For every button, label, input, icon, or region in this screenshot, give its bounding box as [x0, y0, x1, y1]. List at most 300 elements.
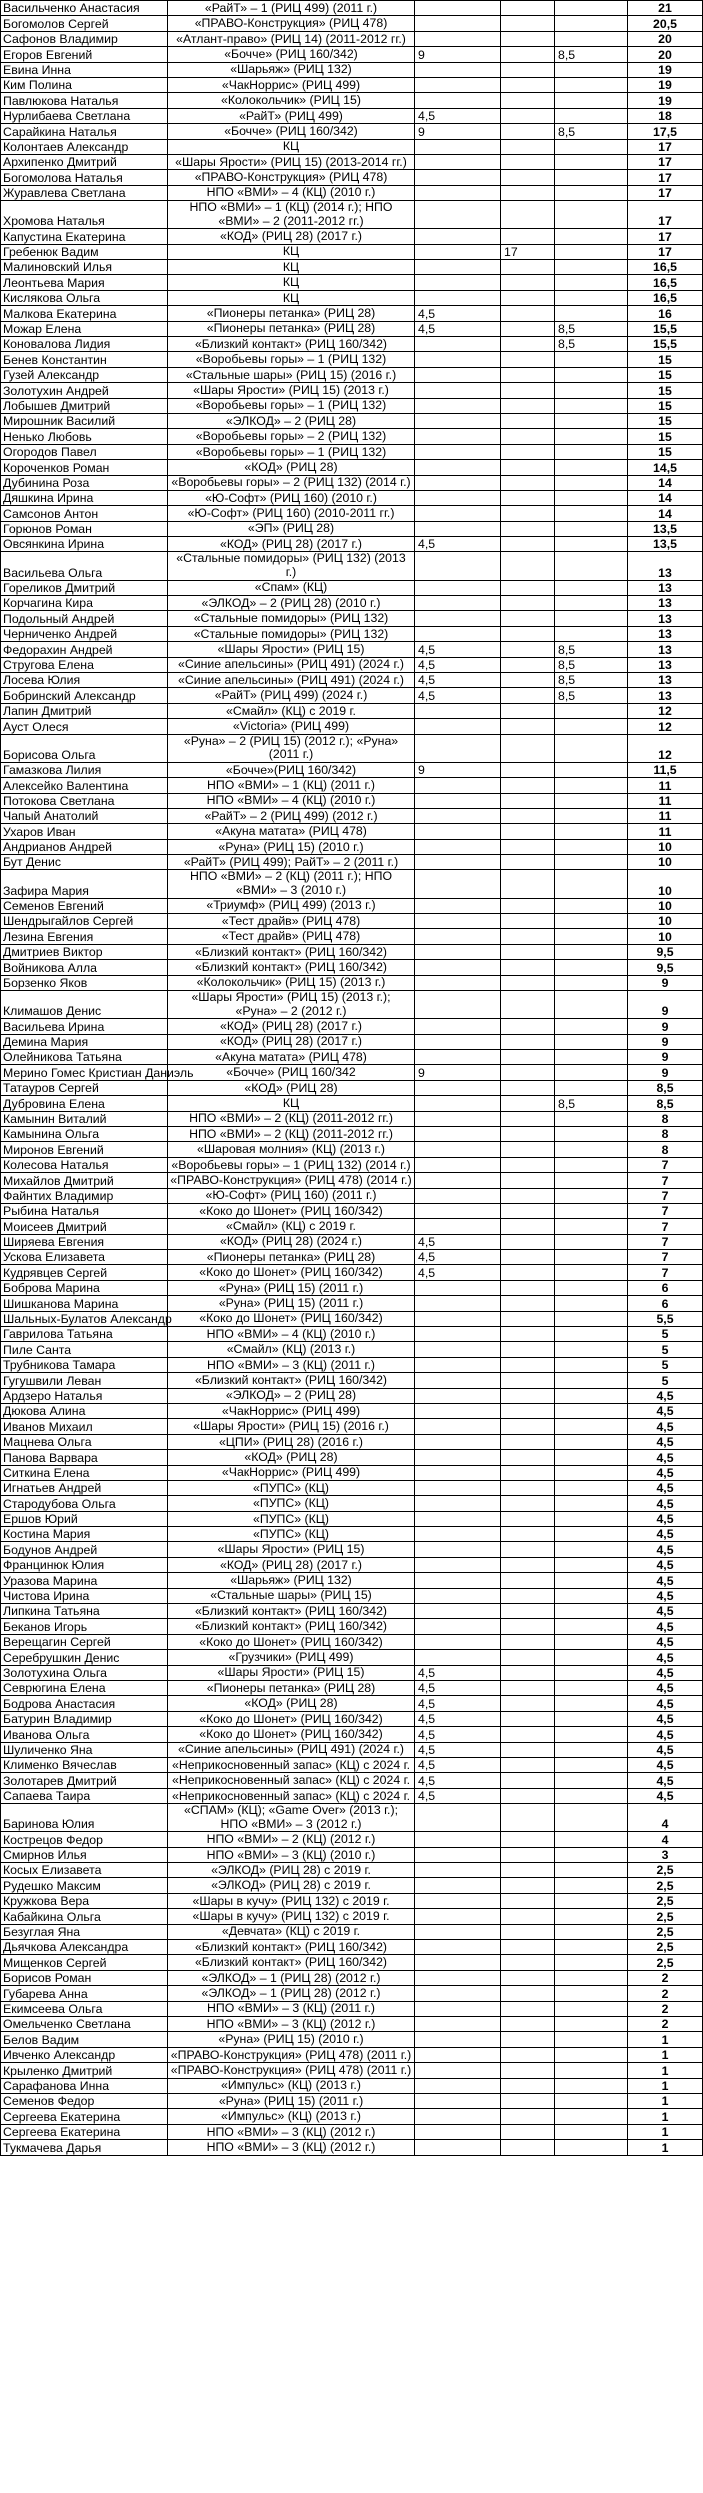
- score-cell-2: [501, 1311, 555, 1326]
- score-cell-1: [415, 1465, 501, 1480]
- score-cell-3: [555, 734, 628, 762]
- team-cell: «ПУПС» (КЦ): [168, 1496, 415, 1511]
- player-name-cell: Кружкова Вера: [1, 1893, 168, 1908]
- score-cell-3: [555, 275, 628, 290]
- team-cell: «Коко до Шонет» (РИЦ 160/342): [168, 1311, 415, 1326]
- total-score-cell: 17: [628, 139, 703, 154]
- score-cell-1: [415, 1588, 501, 1603]
- table-row: [1, 1773, 703, 1788]
- table-row: [1, 1727, 703, 1742]
- score-cell-1: [415, 898, 501, 913]
- score-cell-3: [555, 1311, 628, 1326]
- score-cell-3: [555, 62, 628, 77]
- total-score-cell: 4,5: [628, 1619, 703, 1634]
- score-cell-3: [555, 2032, 628, 2047]
- team-cell: «Ю-Софт» (РИЦ 160) (2011 г.): [168, 1188, 415, 1203]
- team-cell: «КОД» (РИЦ 28): [168, 1696, 415, 1711]
- score-cell-3: [555, 306, 628, 321]
- team-cell: «ПРАВО-Конструкция» (РИЦ 478) (2011 г.): [168, 2047, 415, 2062]
- total-score-cell: 1: [628, 2063, 703, 2078]
- score-cell-3: [555, 611, 628, 626]
- player-name-cell: Кудрявцев Сергей: [1, 1265, 168, 1280]
- score-cell-2: [501, 1496, 555, 1511]
- score-cell-1: [415, 1049, 501, 1064]
- total-score-cell: 1: [628, 2140, 703, 2155]
- team-cell: «Стальные помидоры» (РИЦ 132): [168, 626, 415, 641]
- total-score-cell: 11: [628, 793, 703, 808]
- player-name-cell: Коновалова Лидия: [1, 337, 168, 352]
- team-cell: «Бочче» (РИЦ 160/342: [168, 1065, 415, 1080]
- score-cell-2: [501, 337, 555, 352]
- score-cell-3: [555, 1280, 628, 1295]
- player-name-cell: Дубинина Роза: [1, 475, 168, 490]
- total-score-cell: 17,5: [628, 124, 703, 139]
- team-cell: «ЭЛКОД» – 1 (РИЦ 28) (2012 г.): [168, 1970, 415, 1985]
- total-score-cell: 4,5: [628, 1419, 703, 1434]
- player-name-cell: Шальных-Булатов Александр: [1, 1311, 168, 1326]
- score-cell-3: [555, 170, 628, 185]
- total-score-cell: 2: [628, 2017, 703, 2032]
- score-cell-3: [555, 1480, 628, 1495]
- score-cell-1: [415, 185, 501, 200]
- score-cell-2: [501, 2140, 555, 2155]
- table-row: [1, 703, 703, 718]
- team-cell: «Колокольчик» (РИЦ 15) (2013 г.): [168, 975, 415, 990]
- total-score-cell: 4,5: [628, 1388, 703, 1403]
- player-name-cell: Шендрыгайлов Сергей: [1, 914, 168, 929]
- score-cell-3: [555, 1665, 628, 1680]
- score-cell-2: [501, 855, 555, 870]
- team-cell: «Синие апельсины» (РИЦ 491) (2024 г.): [168, 1742, 415, 1757]
- score-cell-2: [501, 1465, 555, 1480]
- score-cell-1: [415, 521, 501, 536]
- score-cell-1: [415, 1619, 501, 1634]
- player-name-cell: Ким Полина: [1, 77, 168, 92]
- total-score-cell: 4,5: [628, 1681, 703, 1696]
- player-name-cell: Ускова Елизавета: [1, 1250, 168, 1265]
- total-score-cell: 16,5: [628, 260, 703, 275]
- team-cell: «Спам» (КЦ): [168, 580, 415, 595]
- score-cell-3: [555, 703, 628, 718]
- table-row: [1, 1711, 703, 1726]
- total-score-cell: 20: [628, 47, 703, 62]
- player-name-cell: Лобышев Дмитрий: [1, 398, 168, 413]
- total-score-cell: 11: [628, 824, 703, 839]
- team-cell: «Ю-Софт» (РИЦ 160) (2010 г.): [168, 490, 415, 505]
- score-cell-1: 4,5: [415, 1665, 501, 1680]
- table-row: [1, 1588, 703, 1603]
- table-row: [1, 1832, 703, 1847]
- total-score-cell: 4: [628, 1804, 703, 1832]
- team-cell: «ЭЛКОД» – 2 (РИЦ 28): [168, 1388, 415, 1403]
- table-row: [1, 1019, 703, 1034]
- total-score-cell: 6: [628, 1280, 703, 1295]
- score-cell-3: [555, 1327, 628, 1342]
- table-row: [1, 460, 703, 475]
- score-cell-3: [555, 1034, 628, 1049]
- player-name-cell: Лезина Евгения: [1, 929, 168, 944]
- score-cell-2: [501, 2047, 555, 2062]
- table-row: [1, 77, 703, 92]
- team-cell: «КОД» (РИЦ 28): [168, 1450, 415, 1465]
- score-cell-1: [415, 2017, 501, 2032]
- score-cell-2: [501, 352, 555, 367]
- total-score-cell: 4,5: [628, 1634, 703, 1649]
- score-cell-2: [501, 1696, 555, 1711]
- score-cell-3: [555, 1773, 628, 1788]
- player-name-cell: Дьячкова Александра: [1, 1940, 168, 1955]
- score-cell-3: [555, 244, 628, 259]
- score-cell-3: 8,5: [555, 1096, 628, 1111]
- score-cell-3: [555, 1342, 628, 1357]
- score-cell-1: 4,5: [415, 1711, 501, 1726]
- score-cell-2: [501, 1265, 555, 1280]
- table-row: [1, 290, 703, 305]
- score-cell-1: [415, 2109, 501, 2124]
- score-cell-3: [555, 1696, 628, 1711]
- total-score-cell: 4,5: [628, 1480, 703, 1495]
- table-row: [1, 229, 703, 244]
- team-cell: НПО «ВМИ» – 3 (КЦ) (2011 г.): [168, 1357, 415, 1372]
- team-cell: «ЭЛКОД» – 2 (РИЦ 28) (2010 г.): [168, 596, 415, 611]
- player-name-cell: Дубровина Елена: [1, 1096, 168, 1111]
- table-row: [1, 1049, 703, 1064]
- player-name-cell: Хромова Наталья: [1, 201, 168, 229]
- player-name-cell: Войникова Алла: [1, 960, 168, 975]
- score-cell-1: [415, 1280, 501, 1295]
- score-cell-1: [415, 1373, 501, 1388]
- total-score-cell: 15: [628, 352, 703, 367]
- player-name-cell: Горюнов Роман: [1, 521, 168, 536]
- total-score-cell: 4,5: [628, 1511, 703, 1526]
- team-cell: «Руна» (РИЦ 15) (2010 г.): [168, 2032, 415, 2047]
- table-row: [1, 975, 703, 990]
- score-cell-2: [501, 1388, 555, 1403]
- score-cell-3: [555, 201, 628, 229]
- table-row: [1, 337, 703, 352]
- player-name-cell: Егоров Евгений: [1, 47, 168, 62]
- total-score-cell: 15: [628, 444, 703, 459]
- score-cell-1: [415, 1940, 501, 1955]
- team-cell: «Смайл» (КЦ) с 2019 г.: [168, 1219, 415, 1234]
- player-name-cell: Верещагин Сергей: [1, 1634, 168, 1649]
- total-score-cell: 4,5: [628, 1696, 703, 1711]
- score-cell-1: [415, 444, 501, 459]
- player-name-cell: Лапин Дмитрий: [1, 703, 168, 718]
- score-cell-3: [555, 839, 628, 854]
- score-cell-1: [415, 260, 501, 275]
- player-name-cell: Мерино Гомес Кристиан Даниэль: [1, 1065, 168, 1080]
- player-name-cell: Богомолов Сергей: [1, 16, 168, 31]
- score-cell-3: [555, 1557, 628, 1572]
- score-cell-1: [415, 16, 501, 31]
- total-score-cell: 13: [628, 552, 703, 580]
- score-cell-1: [415, 1527, 501, 1542]
- score-cell-1: [415, 1434, 501, 1449]
- total-score-cell: 4,5: [628, 1788, 703, 1803]
- score-cell-2: [501, 1188, 555, 1203]
- table-row: [1, 1742, 703, 1757]
- team-cell: «КОД» (РИЦ 28): [168, 1080, 415, 1095]
- score-cell-2: [501, 719, 555, 734]
- score-cell-2: [501, 1634, 555, 1649]
- score-cell-3: [555, 824, 628, 839]
- team-cell: «Бочче»(РИЦ 160/342): [168, 762, 415, 777]
- total-score-cell: 13: [628, 642, 703, 657]
- total-score-cell: 7: [628, 1265, 703, 1280]
- team-cell: «Руна» (РИЦ 15) (2011 г.): [168, 1280, 415, 1295]
- team-cell: «РайТ» – 2 (РИЦ 499) (2012 г.): [168, 808, 415, 823]
- player-name-cell: Можар Елена: [1, 321, 168, 336]
- score-cell-1: [415, 703, 501, 718]
- score-cell-3: [555, 1419, 628, 1434]
- score-cell-2: [501, 1234, 555, 1249]
- score-cell-2: [501, 1619, 555, 1634]
- score-cell-2: [501, 383, 555, 398]
- player-name-cell: Васильченко Анастасия: [1, 1, 168, 16]
- total-score-cell: 4,5: [628, 1434, 703, 1449]
- team-cell: «Близкий контакт» (РИЦ 160/342): [168, 1373, 415, 1388]
- table-row: [1, 1250, 703, 1265]
- score-cell-2: [501, 1403, 555, 1418]
- score-cell-3: [555, 1619, 628, 1634]
- table-row: [1, 108, 703, 123]
- total-score-cell: 4,5: [628, 1665, 703, 1680]
- table-row: [1, 2063, 703, 2078]
- player-name-cell: Баринова Юлия: [1, 1804, 168, 1832]
- score-cell-2: [501, 2063, 555, 2078]
- score-cell-1: [415, 734, 501, 762]
- score-cell-3: [555, 2124, 628, 2139]
- score-cell-1: 4,5: [415, 1265, 501, 1280]
- score-cell-3: [555, 460, 628, 475]
- table-row: [1, 991, 703, 1019]
- table-row: [1, 1434, 703, 1449]
- total-score-cell: 4,5: [628, 1757, 703, 1772]
- table-row: [1, 1126, 703, 1141]
- player-name-cell: Климашов Денис: [1, 991, 168, 1019]
- score-cell-1: 9: [415, 762, 501, 777]
- table-row: [1, 2109, 703, 2124]
- score-cell-2: [501, 1757, 555, 1772]
- score-cell-3: [555, 1878, 628, 1893]
- team-cell: «Колокольчик» (РИЦ 15): [168, 93, 415, 108]
- score-cell-3: [555, 2140, 628, 2155]
- score-cell-1: [415, 1388, 501, 1403]
- table-row: [1, 1970, 703, 1985]
- score-cell-3: [555, 1465, 628, 1480]
- table-row: [1, 944, 703, 959]
- score-cell-2: [501, 1863, 555, 1878]
- player-name-cell: Чистова Ирина: [1, 1588, 168, 1603]
- table-row: [1, 398, 703, 413]
- score-cell-1: 4,5: [415, 673, 501, 688]
- score-cell-1: [415, 383, 501, 398]
- total-score-cell: 1: [628, 2124, 703, 2139]
- score-cell-1: [415, 1296, 501, 1311]
- table-row: [1, 16, 703, 31]
- score-cell-1: [415, 2093, 501, 2108]
- table-row: [1, 139, 703, 154]
- player-name-cell: Ардзеро Наталья: [1, 1388, 168, 1403]
- total-score-cell: 2,5: [628, 1955, 703, 1970]
- team-cell: «Атлант-право» (РИЦ 14) (2011-2012 гг.): [168, 31, 415, 46]
- table-row: [1, 2001, 703, 2016]
- team-cell: НПО «ВМИ» – 2 (КЦ) (2011-2012 гг.): [168, 1126, 415, 1141]
- score-cell-1: [415, 77, 501, 92]
- table-row: [1, 1280, 703, 1295]
- score-cell-2: [501, 2124, 555, 2139]
- score-cell-3: [555, 626, 628, 641]
- score-cell-2: [501, 1773, 555, 1788]
- team-cell: «ПУПС» (КЦ): [168, 1511, 415, 1526]
- player-name-cell: Дюкова Алина: [1, 1403, 168, 1418]
- total-score-cell: 3: [628, 1847, 703, 1862]
- table-row: [1, 306, 703, 321]
- score-cell-1: [415, 611, 501, 626]
- team-cell: «Коко до Шонет» (РИЦ 160/342): [168, 1634, 415, 1649]
- player-name-cell: Иванов Михаил: [1, 1419, 168, 1434]
- table-row: [1, 490, 703, 505]
- score-cell-1: [415, 1311, 501, 1326]
- total-score-cell: 10: [628, 929, 703, 944]
- player-name-cell: Борисова Ольга: [1, 734, 168, 762]
- player-name-cell: Севрюгина Елена: [1, 1681, 168, 1696]
- score-cell-2: [501, 673, 555, 688]
- score-cell-3: [555, 929, 628, 944]
- score-cell-1: [415, 824, 501, 839]
- score-cell-3: [555, 719, 628, 734]
- table-row: [1, 506, 703, 521]
- score-cell-1: [415, 1419, 501, 1434]
- team-cell: «ЭЛКОД» (РИЦ 28) с 2019 г.: [168, 1863, 415, 1878]
- score-cell-3: [555, 898, 628, 913]
- score-cell-2: [501, 1893, 555, 1908]
- score-cell-2: [501, 1019, 555, 1034]
- score-cell-2: [501, 1250, 555, 1265]
- team-cell: «Акуна матата» (РИЦ 478): [168, 1049, 415, 1064]
- score-cell-1: [415, 793, 501, 808]
- table-row: [1, 855, 703, 870]
- score-cell-3: [555, 991, 628, 1019]
- score-cell-2: [501, 1342, 555, 1357]
- total-score-cell: 16,5: [628, 290, 703, 305]
- player-name-cell: Алексейко Валентина: [1, 778, 168, 793]
- table-row: [1, 154, 703, 169]
- player-name-cell: Павлюкова Наталья: [1, 93, 168, 108]
- score-cell-3: [555, 1588, 628, 1603]
- table-row: [1, 413, 703, 428]
- total-score-cell: 1: [628, 2109, 703, 2124]
- player-name-cell: Самсонов Антон: [1, 506, 168, 521]
- player-name-cell: Борисов Роман: [1, 1970, 168, 1985]
- table-row: [1, 201, 703, 229]
- team-cell: «Импульс» (КЦ) (2013 г.): [168, 2109, 415, 2124]
- table-row: [1, 1986, 703, 2001]
- player-name-cell: Капустина Екатерина: [1, 229, 168, 244]
- score-cell-2: [501, 580, 555, 595]
- team-cell: КЦ: [168, 290, 415, 305]
- total-score-cell: 4: [628, 1832, 703, 1847]
- total-score-cell: 7: [628, 1173, 703, 1188]
- total-score-cell: 16: [628, 306, 703, 321]
- total-score-cell: 2: [628, 1970, 703, 1985]
- score-cell-2: [501, 275, 555, 290]
- score-cell-3: [555, 1250, 628, 1265]
- player-name-cell: Борзенко Яков: [1, 975, 168, 990]
- score-cell-2: [501, 170, 555, 185]
- score-cell-2: [501, 2109, 555, 2124]
- team-cell: «Шары Ярости» (РИЦ 15) (2013 г.): [168, 383, 415, 398]
- score-cell-3: [555, 2078, 628, 2093]
- total-score-cell: 14: [628, 506, 703, 521]
- score-cell-2: [501, 490, 555, 505]
- score-cell-1: [415, 808, 501, 823]
- total-score-cell: 11: [628, 778, 703, 793]
- table-row: [1, 960, 703, 975]
- player-name-cell: Потокова Светлана: [1, 793, 168, 808]
- total-score-cell: 13,5: [628, 537, 703, 552]
- score-cell-3: [555, 1804, 628, 1832]
- total-score-cell: 8,5: [628, 1080, 703, 1095]
- table-row: [1, 1496, 703, 1511]
- table-row: [1, 275, 703, 290]
- score-cell-2: [501, 1034, 555, 1049]
- table-row: [1, 1924, 703, 1939]
- score-cell-2: [501, 1832, 555, 1847]
- table-row: [1, 47, 703, 62]
- score-cell-2: [501, 1480, 555, 1495]
- table-row: [1, 2032, 703, 2047]
- table-row: [1, 1327, 703, 1342]
- score-cell-2: [501, 793, 555, 808]
- score-cell-2: [501, 185, 555, 200]
- table-row: [1, 124, 703, 139]
- table-row: [1, 1311, 703, 1326]
- score-cell-2: [501, 429, 555, 444]
- player-name-cell: Васильева Ольга: [1, 552, 168, 580]
- player-name-cell: Клименко Вячеслав: [1, 1757, 168, 1772]
- team-cell: НПО «ВМИ» – 1 (КЦ) (2011 г.): [168, 778, 415, 793]
- player-name-cell: Нурлибаева Светлана: [1, 108, 168, 123]
- score-cell-2: [501, 1878, 555, 1893]
- score-cell-3: [555, 1940, 628, 1955]
- score-cell-2: [501, 657, 555, 672]
- score-cell-2: [501, 1327, 555, 1342]
- player-name-cell: Екимсеева Ольга: [1, 2001, 168, 2016]
- score-cell-3: [555, 1742, 628, 1757]
- player-name-cell: Уразова Марина: [1, 1573, 168, 1588]
- total-score-cell: 4,5: [628, 1527, 703, 1542]
- team-cell: «КОД» (РИЦ 28) (2024 г.): [168, 1234, 415, 1249]
- score-cell-1: [415, 337, 501, 352]
- player-name-cell: Файнтих Владимир: [1, 1188, 168, 1203]
- score-cell-3: [555, 1681, 628, 1696]
- table-row: [1, 93, 703, 108]
- table-row: [1, 31, 703, 46]
- score-cell-3: [555, 352, 628, 367]
- score-cell-3: [555, 367, 628, 382]
- score-cell-1: [415, 1327, 501, 1342]
- score-cell-1: [415, 1970, 501, 1985]
- score-cell-3: [555, 1296, 628, 1311]
- score-cell-3: [555, 429, 628, 444]
- score-cell-3: [555, 1847, 628, 1862]
- score-cell-3: [555, 1634, 628, 1649]
- team-cell: «Шары Ярости» (РИЦ 15) (2016 г.): [168, 1419, 415, 1434]
- total-score-cell: 16,5: [628, 275, 703, 290]
- score-cell-3: [555, 2017, 628, 2032]
